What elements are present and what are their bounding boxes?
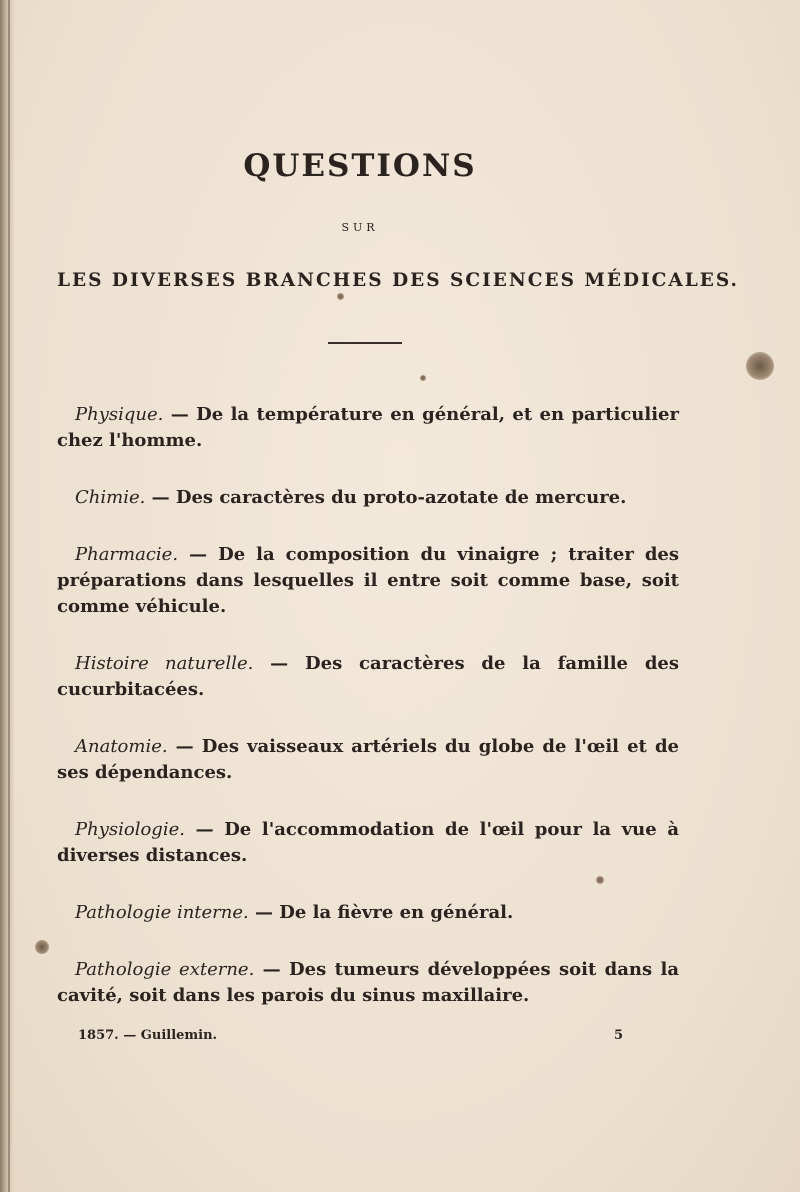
- entry-text: — Des caractères du proto-azotate de mercure.: [145, 487, 627, 508]
- entry-subject: Chimie.: [75, 487, 146, 508]
- entry-text: — Des vaisseaux artériels du globe de l'œil et de ses dépendances.: [57, 736, 679, 783]
- entry-text: — De la fièvre en général.: [248, 902, 514, 923]
- entry-subject: Physiologie.: [75, 819, 185, 840]
- question-entry: [57, 900, 679, 926]
- question-entry: [57, 817, 679, 869]
- page-title: QUESTIONS: [243, 148, 477, 184]
- entry-subject: Pathologie externe.: [75, 959, 255, 980]
- section-heading: LES DIVERSES BRANCHES DES SCIENCES MÉDICALES.: [57, 270, 739, 291]
- entry-subject: Anatomie.: [75, 736, 168, 757]
- question-entry: [57, 957, 679, 1009]
- subtitle: SUR: [341, 221, 379, 234]
- question-entry: [57, 485, 679, 511]
- printer-signature: 1857. — Guillemin.: [78, 1028, 218, 1043]
- entry-text: — De la température en général, et en particulier chez l'homme.: [57, 404, 679, 451]
- question-entry: [57, 734, 679, 786]
- entry-subject: Pharmacie.: [75, 544, 179, 565]
- question-entry: [57, 402, 679, 454]
- paper-stain: [746, 352, 774, 380]
- entry-subject: Pathologie interne.: [75, 902, 249, 923]
- question-entry: [57, 542, 679, 620]
- paper-stain: [420, 375, 426, 381]
- entry-text: — Des caractères de la famille des cucurbitacées.: [57, 653, 679, 700]
- entry-subject: Histoire naturelle.: [75, 653, 254, 674]
- paper-stain: [35, 940, 49, 954]
- page-number: 5: [614, 1028, 624, 1043]
- entry-text: — De la composition du vinaigre ; traiter des préparations dans lesquelles il entre soit comme base, soit comme véhicule.: [57, 544, 679, 617]
- paper-stain: [596, 876, 604, 884]
- entry-text: — Des tumeurs développées soit dans la cavité, soit dans les parois du sinus maxillaire.: [57, 959, 679, 1006]
- entry-subject: Physique.: [75, 404, 164, 425]
- question-list: [57, 402, 679, 1040]
- entry-text: — De l'accommodation de l'œil pour la vue à diverses distances.: [57, 819, 679, 866]
- question-entry: [57, 651, 679, 703]
- divider-rule: [328, 342, 402, 344]
- paper-stain: [337, 293, 344, 300]
